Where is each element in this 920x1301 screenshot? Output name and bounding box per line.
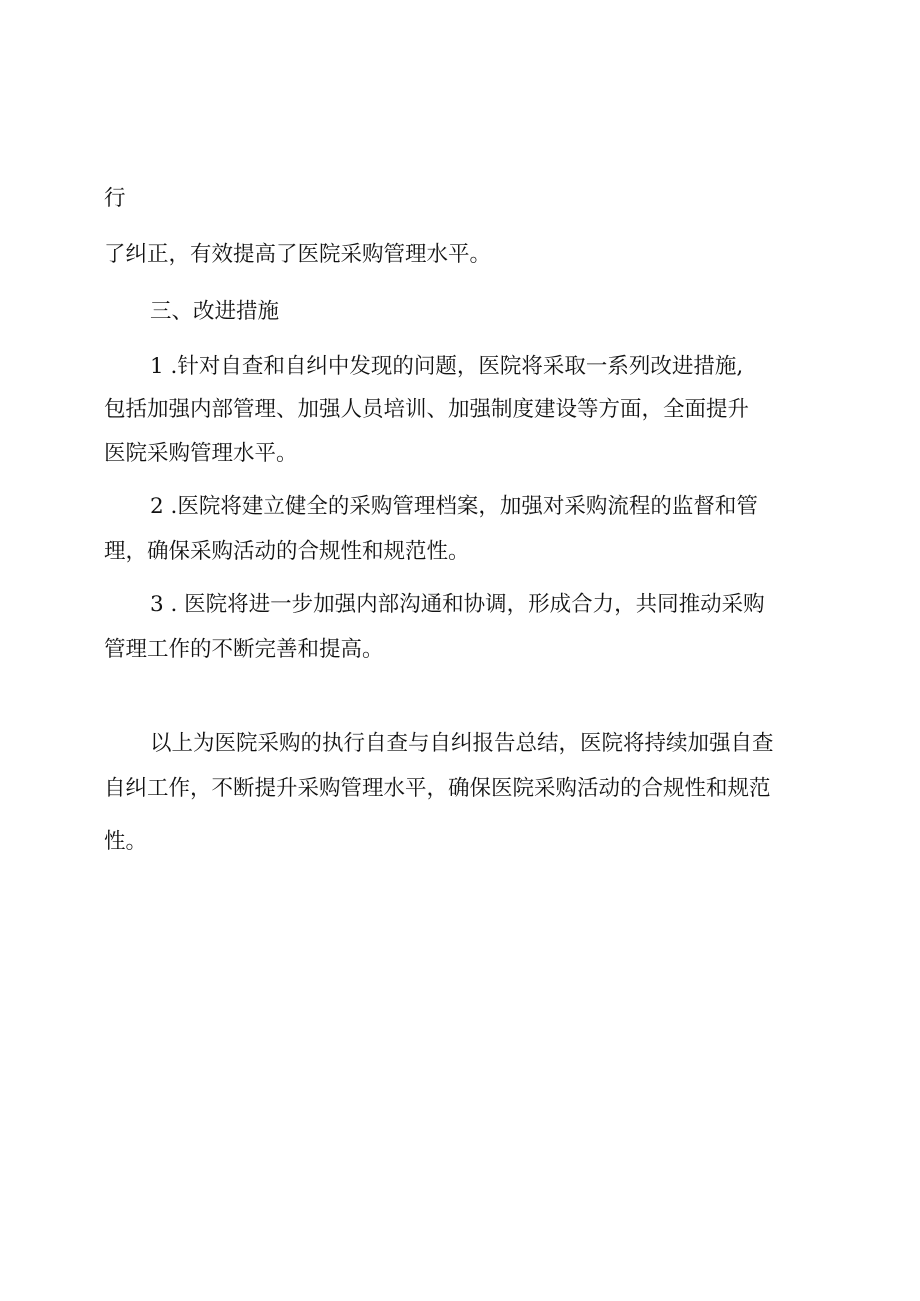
summary-line-1: 以上为医院采购的执行自查与自纠报告总结，医院将持续加强自查 — [150, 731, 774, 756]
section-heading: 三、改进措施 — [150, 299, 280, 324]
summary-line-2: 自纠工作，不断提升采购管理水平，确保医院采购活动的合规性和规范 — [104, 776, 771, 801]
list-item-1-line-3: 医院采购管理水平。 — [104, 441, 298, 466]
list-item-3-line-2: 管理工作的不断完善和提高。 — [104, 637, 384, 662]
text-line: 行 — [104, 186, 126, 211]
list-item-2-line-2: 理，确保采购活动的合规性和规范性。 — [104, 539, 470, 564]
list-item-1-line-2: 包括加强内部管理、加强人员培训、加强制度建设等方面，全面提升 — [104, 397, 750, 422]
list-item-2-line-1: 2 .医院将建立健全的采购管理档案，加强对采购流程的监督和管 — [150, 494, 758, 519]
summary-line-3: 性。 — [104, 829, 148, 854]
list-item-1-line-1: 1 .针对自查和自纠中发现的问题，医院将采取一系列改进措施, — [150, 354, 744, 379]
text-line: 了纠正，有效提高了医院采购管理水平。 — [104, 242, 492, 267]
list-item-3-line-1: 3 . 医院将进一步加强内部沟通和协调，形成合力，共同推动采购 — [150, 592, 765, 617]
